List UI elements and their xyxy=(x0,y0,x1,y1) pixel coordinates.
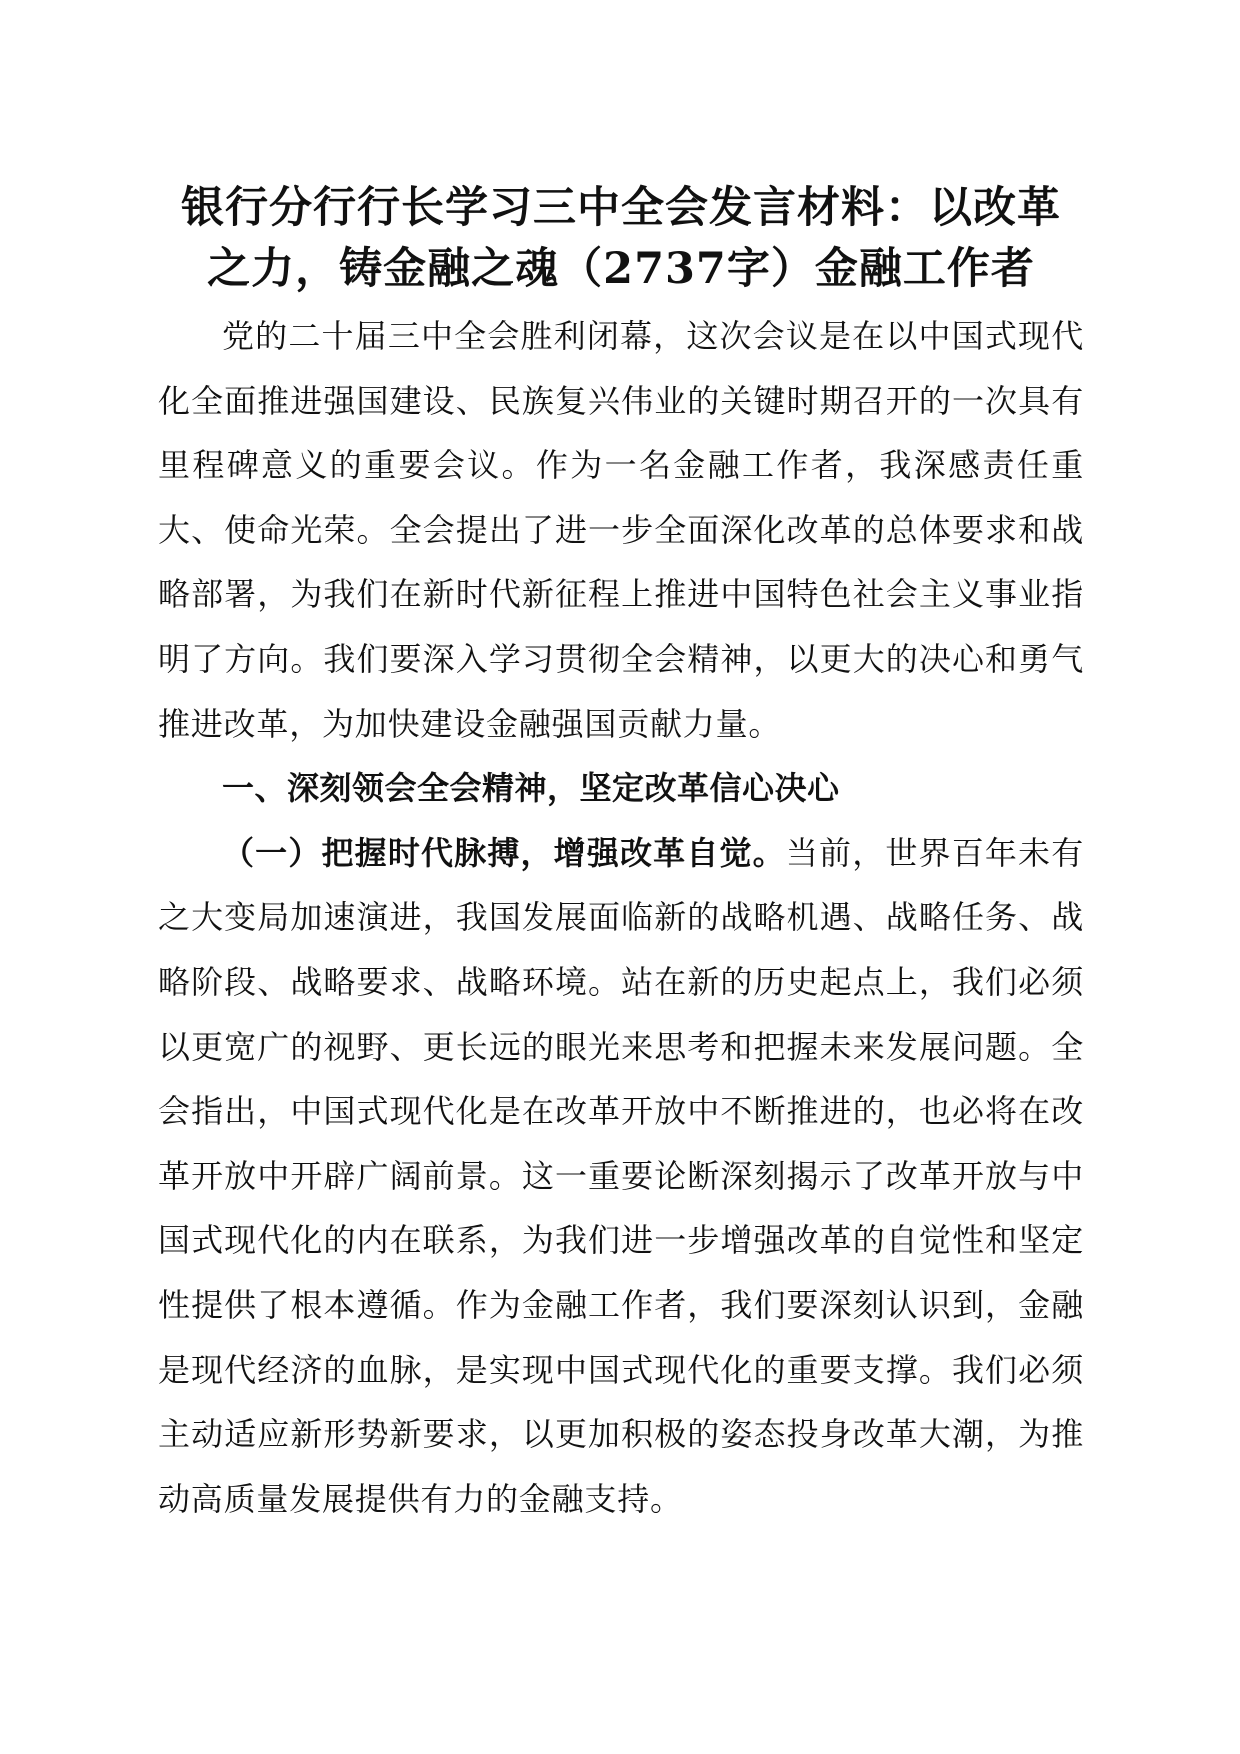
intro-paragraph: 党的二十届三中全会胜利闭幕，这次会议是在以中国式现代化全面推进强国建设、民族复兴伟业的关键时期召开的一次具有里程碑意义的重要会议。作为一名金融工作者，我深感责任重大、使命光荣。全会提出了进一步全面深化改革的总体要求和战略部署，为我们在新时代新征程上推进中国特色社会主义事业指明了方向。我们要深入学习贯彻全会精神，以更大的决心和勇气推进改革，为加快建设金融强国贡献力量。 xyxy=(158,317,1084,743)
subsection-paragraph-1 xyxy=(158,821,1084,1532)
document-title xyxy=(158,178,1084,300)
title-line-1: 银行分行行长学习三中全会发言材料：以改革 xyxy=(181,183,1061,233)
subsection-body-1: 当前，世界百年未有之大变局加速演进，我国发展面临新的战略机遇、战略任务、战略阶段、战略要求、战略环境。站在新的历史起点上，我们必须以更宽广的视野、更长远的眼光来思考和把握未来发展问题。全会指出，中国式现代化是在改革开放中不断推进的，也必将在改革开放中开辟广阔前景。这一重要论断深刻揭示了改革开放与中国式现代化的内在联系，为我们进一步增强改革的自觉性和坚定性提供了根本遵循。作为金融工作者，我们要深刻认识到，金融是现代经济的血脉，是实现中国式现代化的重要支撑。我们必须主动适应新形势新要求，以更加积极的姿态投身改革大潮，为推动高质量发展提供有力的金融支持。 xyxy=(158,833,1084,1518)
section-heading-1: 一、深刻领会全会精神，坚定改革信心决心 xyxy=(222,769,840,808)
document-page xyxy=(158,178,1084,1531)
subsection-lead-1: （一）把握时代脉搏，增强改革自觉。 xyxy=(222,833,786,872)
title-line-2: 之力，铸金融之魂（2737字）金融工作者 xyxy=(207,244,1035,294)
